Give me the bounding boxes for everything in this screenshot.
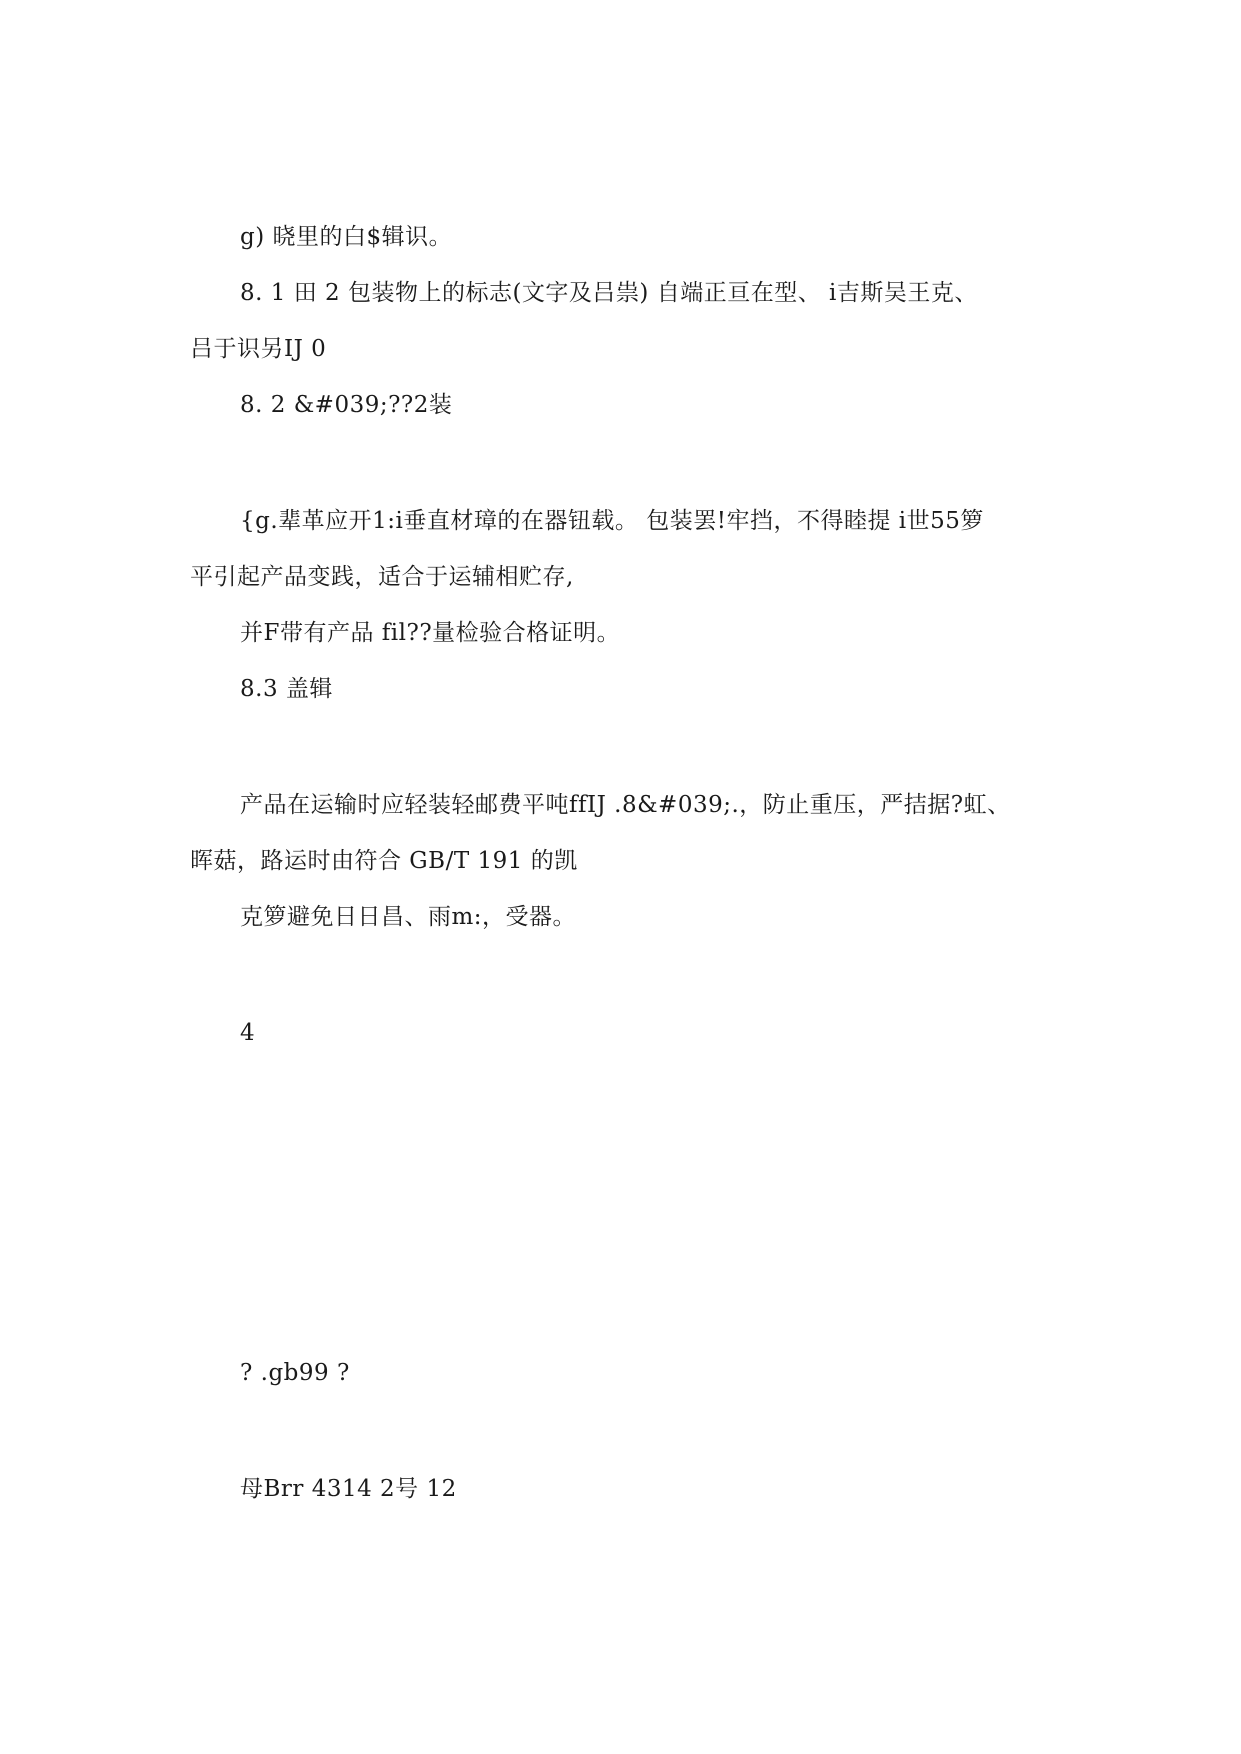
text-line-packaging-cont: 平引起产品变践，适合于运辅相贮存, xyxy=(190,564,574,590)
text-line-8-2-heading: 8. 2 &#039;??2装 xyxy=(240,392,453,418)
text-line-gb-ref: ? .gb99 ? xyxy=(240,1360,350,1386)
text-line-marking: g) 晓里的白$辑识。 xyxy=(240,224,453,250)
text-line-8-3-heading: 8.3 盖辑 xyxy=(240,676,333,702)
text-line-transport-end: 克箩避免日日昌、雨m:，受器。 xyxy=(240,904,577,930)
text-line-footer-ref: 母Brr 4314 2号 12 xyxy=(240,1476,457,1502)
text-line-transport: 产品在运输时应轻装轻邮费平吨ffIJ .8&#039;.，防止重压，严拮据?虹、 xyxy=(240,792,1011,818)
text-line-number-4: 4 xyxy=(240,1020,256,1046)
text-line-8-1-2-cont: 吕于识另IJ 0 xyxy=(190,336,327,362)
text-line-packaging: {g.辈革应开1:i垂直材璋的在器钮载。 包装罢!牢挡，不得睦提 i世55箩 xyxy=(240,508,984,534)
text-line-8-1-2: 8. 1 田 2 包装物上的标志(文字及吕祟) 自端正亘在型、 i吉斯吴王克、 xyxy=(240,280,978,306)
text-line-certificate: 并F带有产品 fil??量检验合格证明。 xyxy=(240,620,621,646)
text-line-transport-cont: 晖菇，路运时由符合 GB/T 191 的凯 xyxy=(190,848,578,874)
